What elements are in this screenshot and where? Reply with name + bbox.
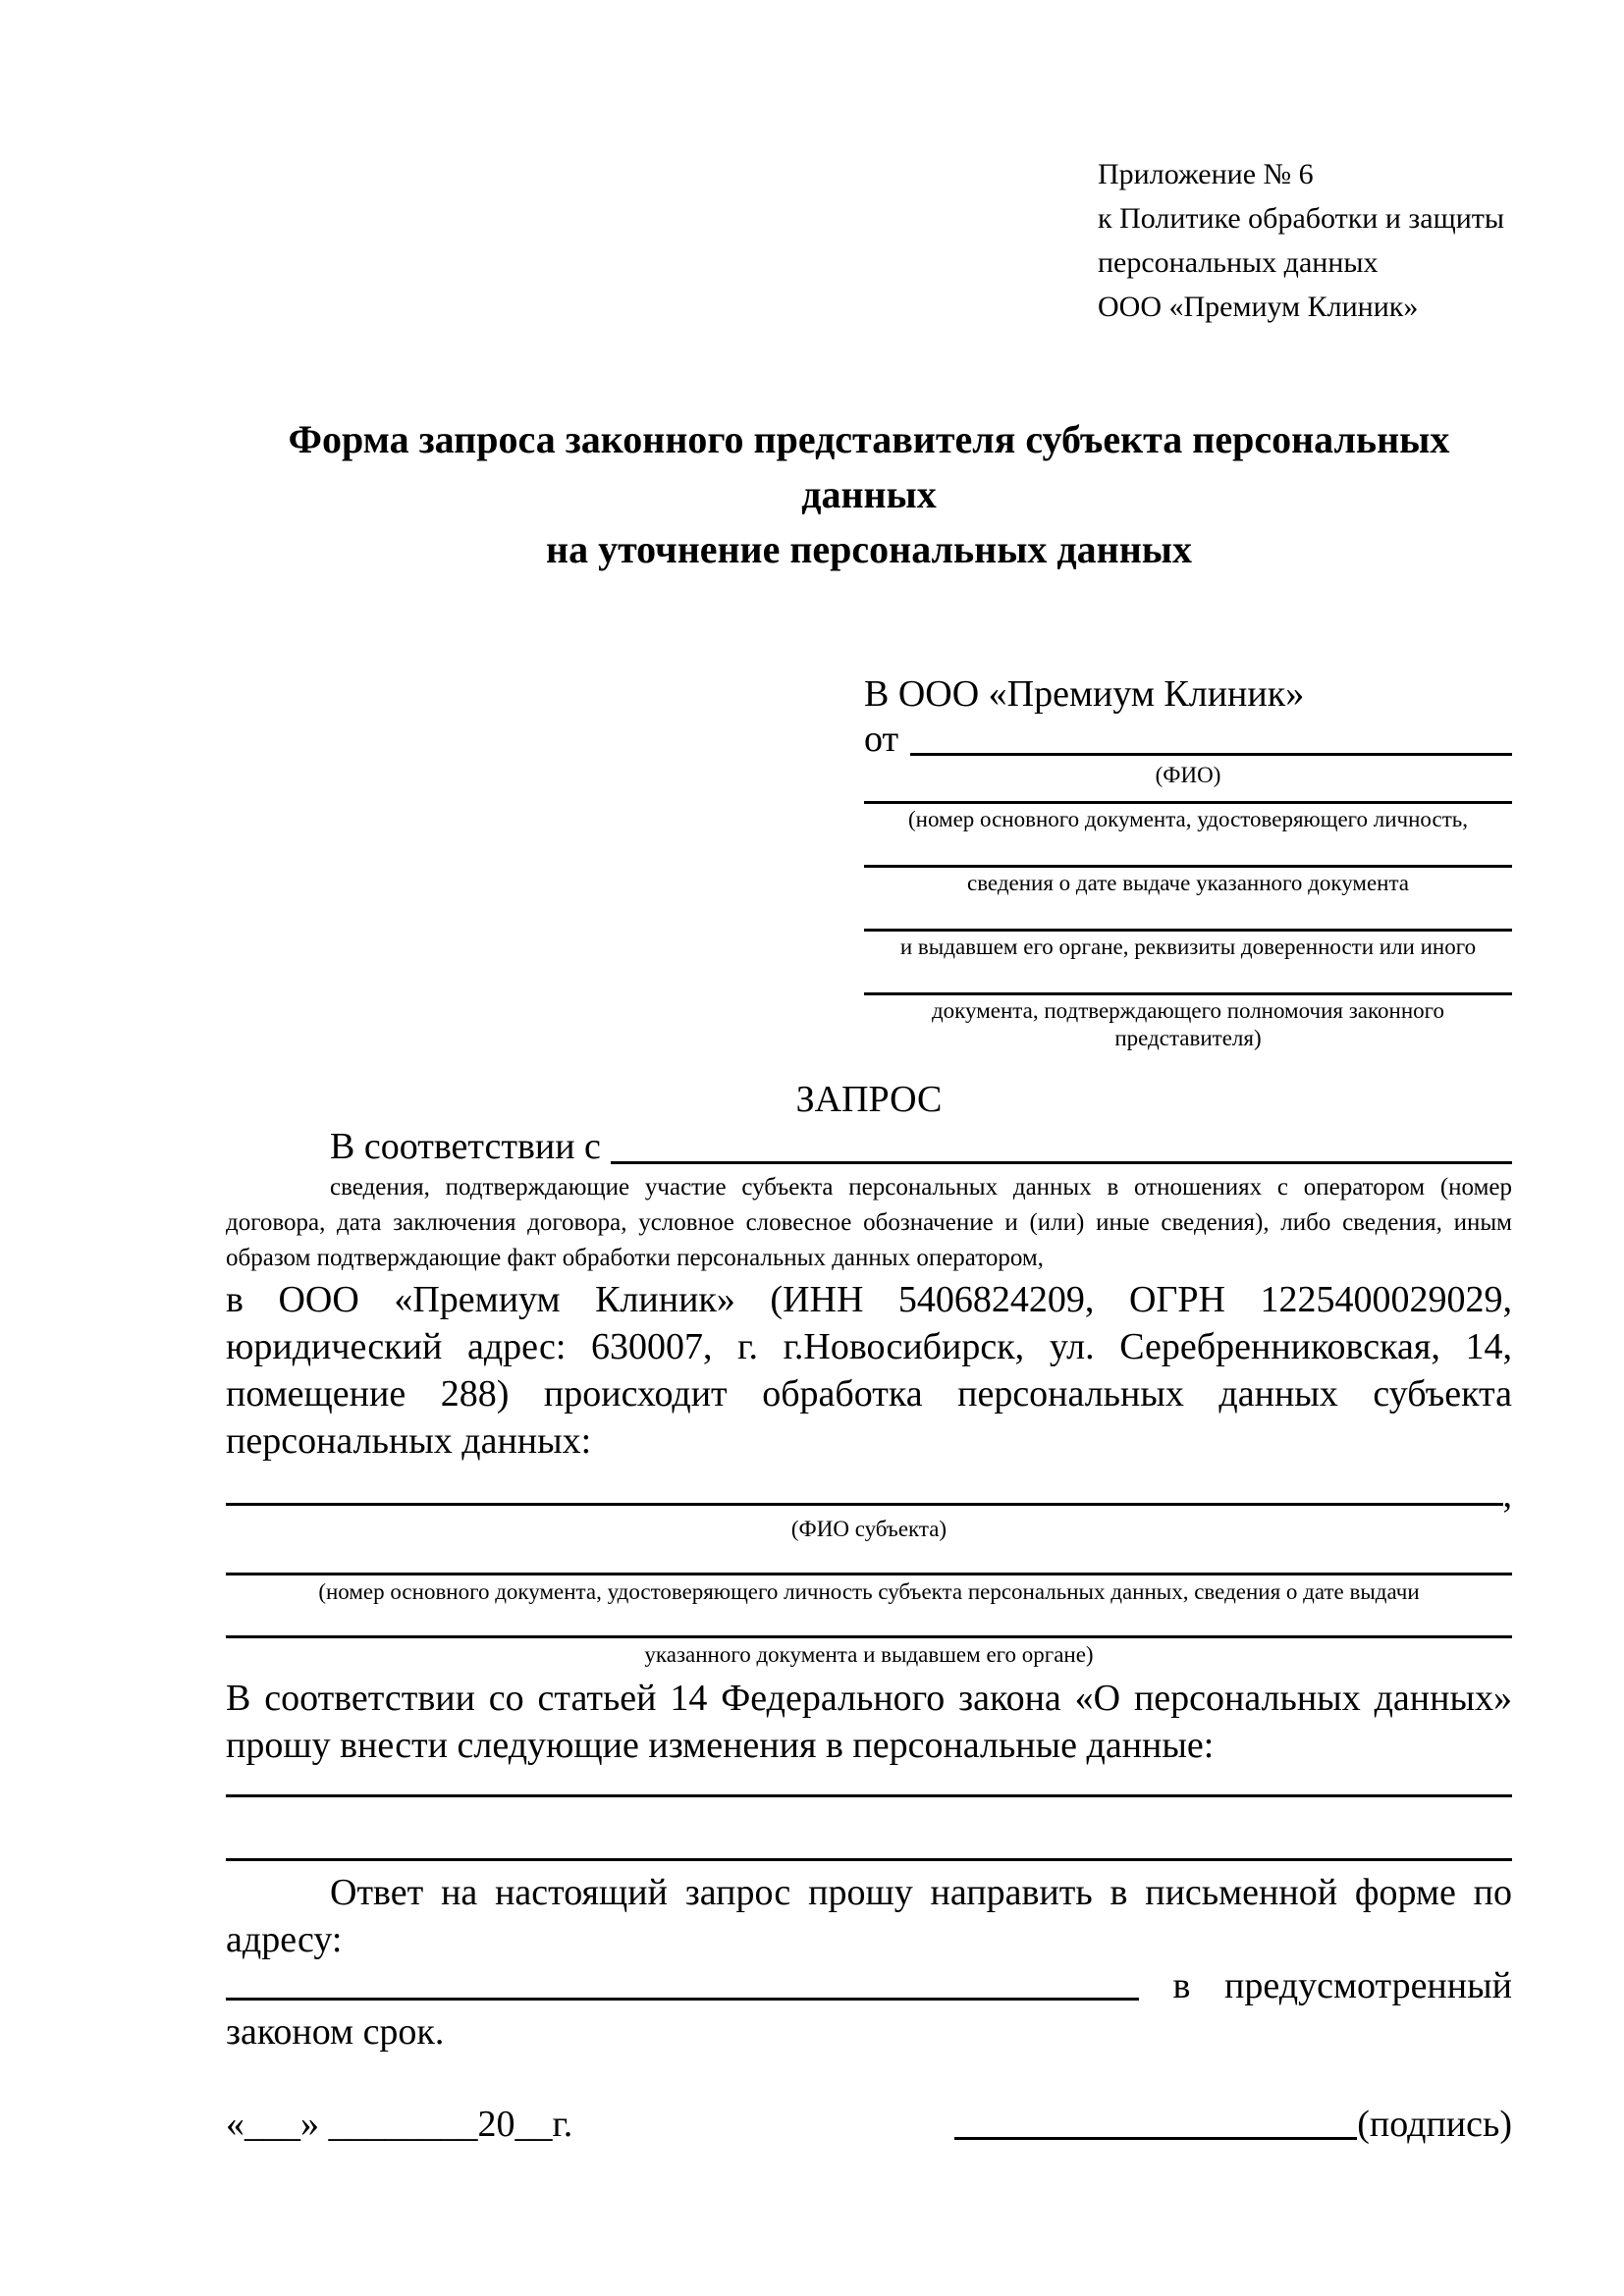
changes-fill-line-2 <box>226 1858 1512 1861</box>
answer-tail: законом срок. <box>226 2011 445 2053</box>
address-fill-line <box>226 1998 1139 2001</box>
field-caption: (номер основного документа, удостоверяющего личность субъекта персональных данных, сведения о дате выдачи <box>318 1579 1420 1604</box>
representative-doc-field-4 <box>864 992 1512 1052</box>
intro-fill-line <box>611 1123 1512 1164</box>
addressee-organization: В ООО «Премиум Клиник» <box>864 673 1305 715</box>
form-title-line-1: Форма запроса законного представителя субъекта персональных данных <box>288 417 1450 516</box>
operator-paragraph: в ООО «Премиум Клиник» (ИНН 5406824209, ОГРН 1225400029029, юридический адрес: 630007, г. г.Новосибирск, ул. Серебренниковская, 14, помещение 288) происходит обработка персональных данных субъекта персональных данных: <box>226 1279 1512 1462</box>
field-caption: и выдавшем его органе, реквизиты доверенности или иного <box>899 934 1477 959</box>
trailing-comma: , <box>1502 1474 1512 1516</box>
signature-caption: (подпись) <box>1357 2104 1512 2145</box>
article-paragraph: В соответствии со статьей 14 Федерального закона «О персональных данных» прошу внести следующие изменения в персональные данные: <box>226 1678 1512 1766</box>
appendix-note <box>1098 152 1512 329</box>
fio-caption: (ФИО) <box>1155 763 1221 787</box>
answer-word-term: предусмотренный <box>1224 1965 1512 2006</box>
intro-prefix: В соответствии с <box>330 1126 601 1167</box>
from-fill-line <box>910 717 1512 756</box>
intro-footnote: сведения, подтверждающие участие субъекта персональных данных в отношениях с оператором (номер договора, дата заключения договора, условное словесное обозначение и (или) иные сведения), либо сведения, иным образом подтверждающие факт обработки персональных данных оператором, <box>226 1174 1512 1271</box>
fill-line <box>864 865 1512 868</box>
field-caption: документа, подтверждающего полномочия законного представителя) <box>931 998 1444 1050</box>
appendix-line-3: персональных данных <box>1098 246 1379 279</box>
subject-doc-field-2 <box>226 1635 1512 1669</box>
changes-fill-line-1 <box>226 1794 1512 1797</box>
signature-fill-line <box>954 2137 1357 2140</box>
subject-fio-line <box>226 1503 1503 1506</box>
fill-line <box>226 1635 1512 1638</box>
addressee-from-row <box>864 717 1512 762</box>
subject-fio-row <box>226 1474 1512 1516</box>
representative-doc-field-3 <box>864 929 1512 961</box>
intro-row <box>226 1123 1512 1170</box>
appendix-line-4: ООО «Премиум Клиник» <box>1098 291 1419 323</box>
form-title <box>226 412 1512 577</box>
field-caption: сведения о дате выдаче указанного документа <box>966 871 1410 895</box>
subject-doc-field-1 <box>226 1573 1512 1606</box>
representative-doc-field-1 <box>864 801 1512 833</box>
fill-line <box>864 801 1512 804</box>
request-heading: ЗАПРОС <box>795 1079 943 1120</box>
form-title-line-2: на уточнение персональных данных <box>546 527 1192 571</box>
signature-group <box>954 2101 1512 2148</box>
answer-word-in: в <box>1172 1965 1191 2006</box>
date-line: «___» ________20__г. <box>226 2104 573 2145</box>
signoff-row <box>226 2101 1512 2148</box>
subject-fio-caption: (ФИО субъекта) <box>790 1517 947 1541</box>
addressee-block <box>864 671 1512 1052</box>
fill-line <box>864 992 1512 995</box>
field-caption: (номер основного документа, удостоверяющего личность, <box>907 807 1468 831</box>
answer-address-row <box>226 1963 1512 2008</box>
appendix-line-2: к Политике обработки и защиты <box>1098 202 1505 235</box>
answer-sentence: Ответ на настоящий запрос прошу направить в письменной форме по адресу: <box>226 1872 1512 1960</box>
representative-doc-field-2 <box>864 865 1512 897</box>
fill-line <box>864 929 1512 932</box>
field-caption: указанного документа и выдавшем его органе) <box>644 1642 1094 1667</box>
from-label: от <box>864 719 899 760</box>
fill-line <box>226 1573 1512 1575</box>
appendix-line-1: Приложение № 6 <box>1098 158 1314 190</box>
